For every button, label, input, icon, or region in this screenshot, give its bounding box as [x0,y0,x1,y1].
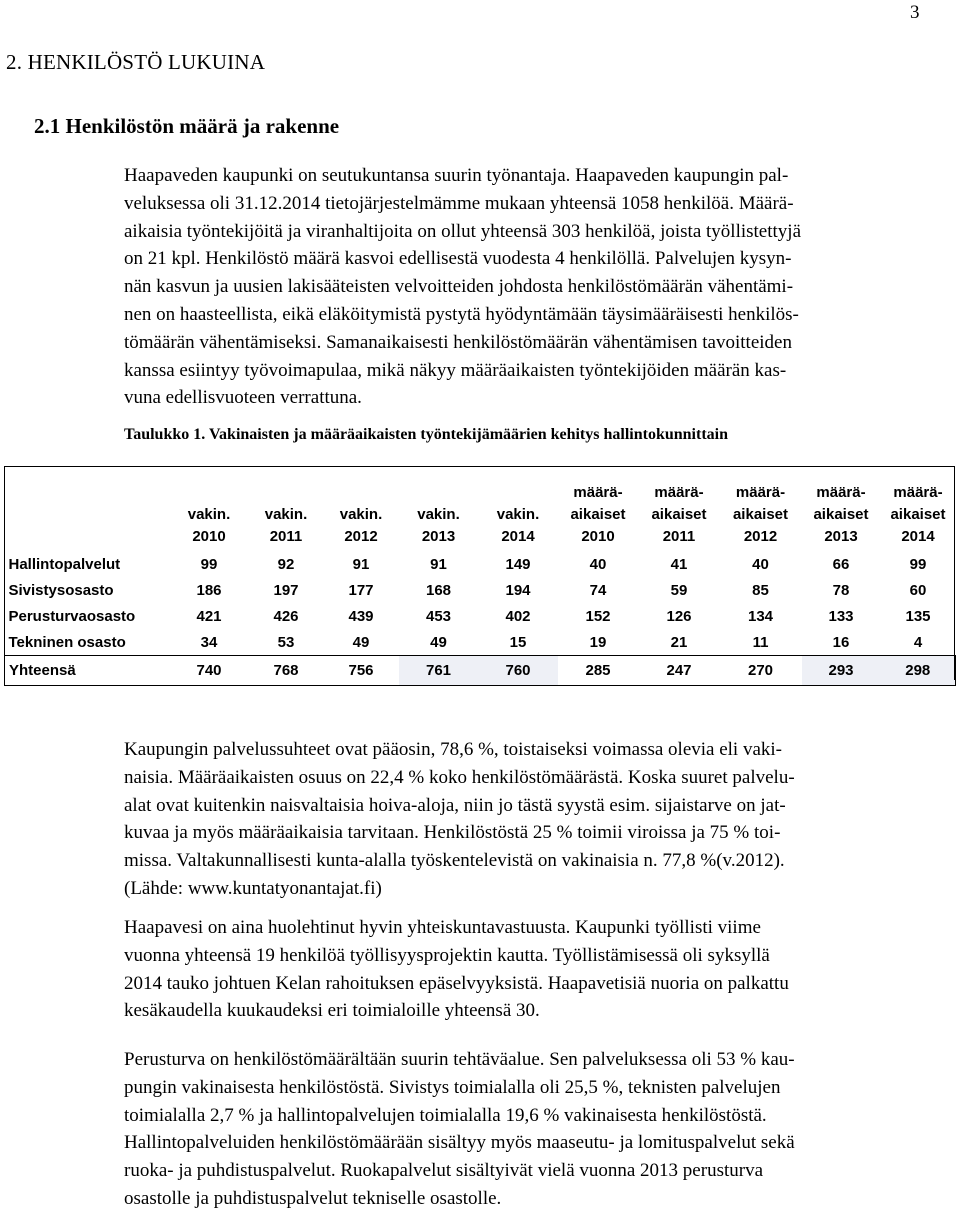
table-cell: 34 [200,633,218,651]
paragraph-line: Hallintopalveluiden henkilöstömäärään sisältyy myös maaseutu- ja lomituspalvelut sekä [124,1132,795,1154]
paragraph-line: pungin vakinaisesta henkilöstöstä. Sivistys toimialalla oli 25,5 %, teknisten palvelujen [124,1076,781,1098]
total-cell: 740 [170,656,249,686]
total-cell: 285 [558,656,639,686]
employment-paragraph [124,736,934,903]
table-cell: 149 [505,555,531,573]
table-cell: 194 [505,581,531,599]
table-cell: 78 [832,581,850,599]
paragraph-line: veluksessa oli 31.12.2014 tietojärjestelmämme mukaan yhteensä 1058 henkilöä. Määrä- [124,192,794,214]
table-cell: 74 [589,581,607,599]
table-cell: 126 [666,607,692,625]
table-cell: 99 [909,555,927,573]
intro-paragraph [124,162,934,412]
paragraph-line: kesäkaudella kuukaudeksi eri toimialoille yhteensä 30. [124,1000,540,1022]
table-cell: 49 [352,633,370,651]
table-border-right [954,466,955,680]
paragraph-line: nän kasvun ja uusien lakisääteisten velvoitteiden johdosta henkilöstömäärän vähentämi- [124,276,794,298]
table-cell: 91 [352,555,370,573]
section-heading: 2.1 Henkilöstön määrä ja rakenne [34,114,340,138]
paragraph-line: kanssa esiintyy työvoimapulaa, mikä näkyy määräaikaisten työntekijöiden määrän kas- [124,359,787,381]
header-cell: määrä- aikaiset 2013 [813,484,869,545]
paragraph-line: Kaupungin palvelussuhteet ovat pääosin, 78,6 %, toistaiseksi voimassa olevia eli vaki- [124,739,783,760]
table-row [5,603,956,629]
table-cell: 152 [585,607,611,625]
header-cell: vakin. 2010 [187,506,231,545]
table-cell: 4 [913,633,923,651]
paragraph-line: toimialalla 2,7 % ja hallintopalvelujen toimialalla 19,6 % vakinaisesta henkilöstöstä. [124,1104,767,1126]
paragraph-line: missa. Valtakunnallisesti kunta-alalla työskentelevistä on vakinaisia n. 77,8 %(v.2012). [124,850,785,872]
table-cell: 426 [273,607,299,625]
row-label: Perusturvaosasto [8,607,136,625]
table-header-row [5,466,956,551]
table-cell: 135 [905,607,931,625]
paragraph-line: kuvaa ja myös määräaikaisia tarvitaan. Henkilöstöstä 25 % toimii viroissa ja 75 % toi- [124,822,781,844]
table-cell: 85 [752,581,769,599]
table-cell: 19 [589,633,607,651]
header-cell: määrä- aikaiset 2014 [890,484,946,545]
paragraph-line: on 21 kpl. Henkilöstö määrä kasvoi edellisestä vuodesta 4 henkilöllä. Palvelujen kysyn- [124,248,792,270]
header-cell: vakin. 2011 [264,506,308,545]
table-cell: 21 [670,633,688,651]
table-cell: 453 [425,607,452,625]
table-cell: 91 [430,555,447,573]
paragraph-line: vuonna yhteensä 19 henkilöä työllisyysprojektin kautta. Työllistämisessä oli syksyllä [124,944,770,966]
paragraph-line: vuna edellisvuoteen verrattuna. [124,387,362,409]
paragraph-line: alat ovat kuitenkin naisvaltaisia hoiva-aloja, niin jo tästä syystä esim. sijaistarve on jat- [124,794,786,816]
paragraph-line: tömäärän vähentämiseksi. Samanaikaisesti henkilöstömäärän vähentämisen tavoitteiden [124,331,792,353]
table-cell: 59 [670,581,688,599]
total-cell: 293 [802,656,881,686]
paragraph-line: aikaisia työntekijöitä ja viranhaltijoita on ollut yhteensä 303 henkilöä, joista työllistettyjä [124,220,801,242]
table-border-left [4,466,5,680]
table-cell: 197 [273,581,299,599]
table-cell: 40 [752,555,769,573]
table-cell: 41 [670,555,688,573]
table-cell: 421 [196,607,222,625]
paragraph-line: 2014 tauko johtuen Kelan rahoituksen epäselvyyksistä. Haapavetisiä nuoria on palkattu [124,972,789,994]
table-cell: 15 [509,633,527,651]
table-cell: 99 [200,555,218,573]
total-cell: 298 [881,656,956,686]
header-cell: vakin. 2014 [496,506,540,545]
header-empty-cell [5,466,170,551]
table-cell: 11 [752,633,769,651]
staff-table-container [4,466,955,680]
paragraph-line: naisia. Määräaikaisten osuus on 22,4 % koko henkilöstömäärästä. Koska suuret palvelu- [124,766,795,788]
department-share-paragraph [124,1046,934,1213]
table-cell: 60 [909,581,927,599]
table-cell: 16 [832,633,850,651]
header-cell: vakin. 2013 [417,506,460,545]
table-caption: Taulukko 1. Vakinaisten ja määräaikaisten työntekijämäärien kehitys hallintokunnittain [124,426,728,443]
header-cell: vakin. 2012 [339,506,383,545]
paragraph-line: nen on haasteellista, eikä eläköitymistä pystytä hyödyntämään täysimääräisesti henkilös- [124,303,799,325]
staff-table [4,466,956,686]
table-cell: 49 [430,633,447,651]
table-border-top [4,466,955,467]
table-cell: 168 [425,581,452,599]
paragraph-line: (Lähde: www.kuntatyonantajat.fi) [124,877,382,899]
total-cell: 761 [399,656,479,686]
row-label: Sivistysosasto [8,581,114,599]
paragraph-line: Haapaveden kaupunki on seutukuntansa suurin työnantaja. Haapaveden kaupungin pal- [124,165,789,186]
social-responsibility-paragraph [124,914,934,1025]
chapter-heading: 2. HENKILÖSTÖ LUKUINA [6,50,266,74]
paragraph-line: osastolle ja puhdistuspalvelut tekniselle osastolle. [124,1187,502,1209]
total-cell: 247 [639,656,720,686]
total-label: Yhteensä [5,656,170,686]
table-cell: 66 [832,555,850,573]
header-cell: määrä- aikaiset 2011 [651,484,707,545]
total-cell: 760 [479,656,558,686]
total-cell: 270 [720,656,802,686]
total-cell: 756 [324,656,399,686]
table-cell: 92 [277,555,295,573]
table-cell: 177 [348,581,374,599]
row-label: Hallintopalvelut [8,555,121,573]
table-row [5,577,956,603]
table-cell: 134 [747,607,774,625]
table-cell: 133 [828,607,854,625]
row-label: Tekninen osasto [8,633,126,651]
table-cell: 439 [348,607,374,625]
table-cell: 53 [277,633,295,651]
table-row [5,551,956,577]
table-cell: 402 [505,607,531,625]
header-cell: määrä- aikaiset 2010 [570,484,626,545]
paragraph-line: Haapavesi on aina huolehtinut hyvin yhteiskuntavastuusta. Kaupunki työllisti viime [124,917,761,938]
table-row [5,629,956,656]
page-number: 3 [910,2,920,23]
header-cell: määrä- aikaiset 2012 [732,484,789,545]
paragraph-line: Perusturva on henkilöstömäärältään suurin tehtäväalue. Sen palveluksessa oli 53 % kau- [124,1049,795,1070]
table-cell: 40 [589,555,607,573]
table-cell: 186 [196,581,222,599]
total-cell: 768 [249,656,324,686]
paragraph-line: ruoka- ja puhdistuspalvelut. Ruokapalvelut sisältyivät vielä vuonna 2013 perusturva [124,1160,764,1182]
total-row [5,656,956,686]
